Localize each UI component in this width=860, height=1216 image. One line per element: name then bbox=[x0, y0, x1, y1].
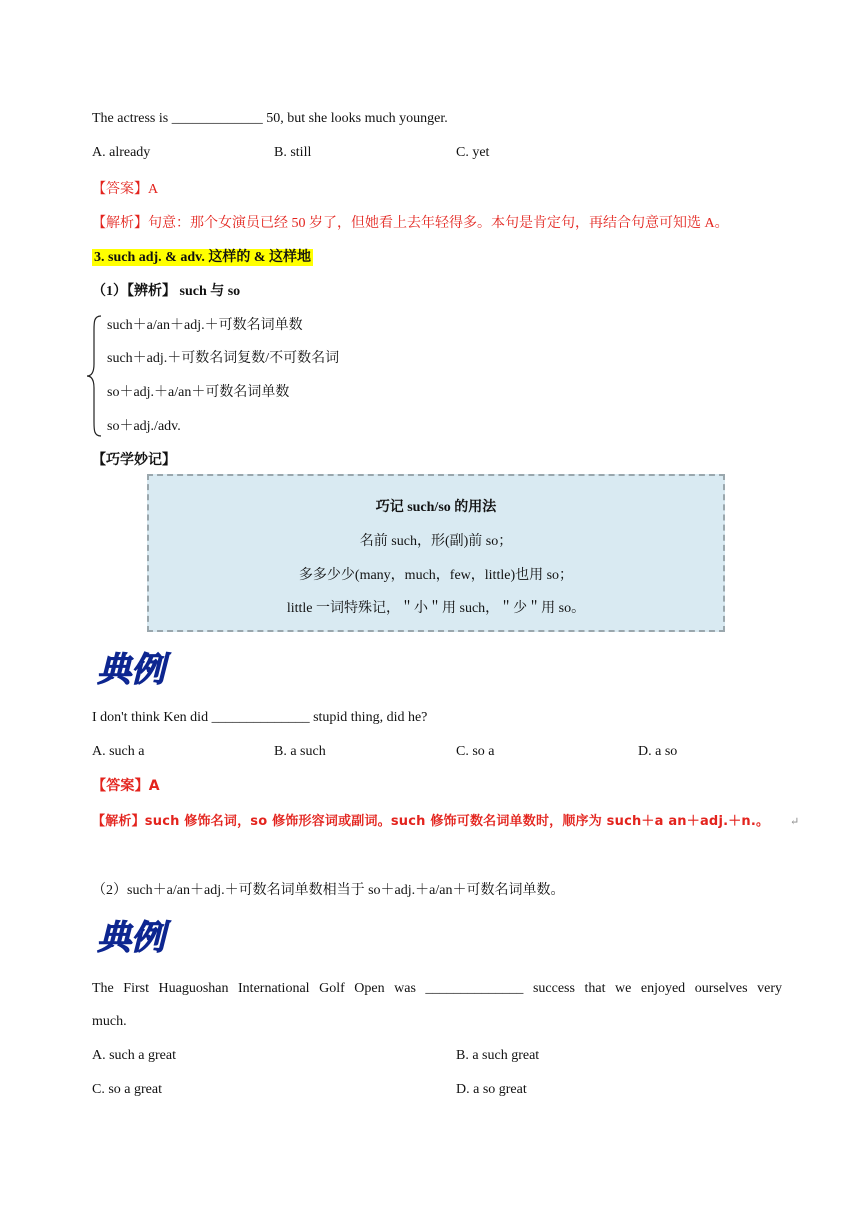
q2-stem: I don't think Ken did ______________ stupid thing, did he? bbox=[92, 710, 428, 725]
q3-option-d: D. a so great bbox=[456, 1082, 527, 1097]
svg-text:典例: 典例 bbox=[97, 650, 165, 690]
memo-line-2: 多多少少(many，much，few，little)也用 so； bbox=[298, 568, 574, 583]
q1-answer: 【答案】A bbox=[92, 182, 159, 197]
rule-2: such＋adj.＋可数名词复数/不可数名词 bbox=[107, 351, 340, 366]
memo-title: 巧记 such/so 的用法 bbox=[375, 500, 497, 515]
section-heading bbox=[92, 246, 313, 266]
q1-option-c: C. yet bbox=[456, 145, 490, 160]
q3-option-c: C. so a great bbox=[92, 1082, 162, 1097]
subsection-1-title: （1）【辨析】 such 与 so bbox=[92, 284, 241, 299]
q1-analysis: 【解析】句意：那个女演员已经 50 岁了，但她看上去年轻得多。本句是肯定句，再结合句意可知选 A。 bbox=[92, 216, 729, 231]
svg-text:典例: 典例 bbox=[97, 918, 165, 958]
example-logo bbox=[93, 911, 177, 961]
memo-label: 【巧学妙记】 bbox=[92, 453, 176, 468]
rule-3: so＋adj.＋a/an＋可数名词单数 bbox=[107, 385, 290, 400]
memo-box bbox=[147, 474, 725, 632]
rule-brace-icon bbox=[84, 314, 104, 443]
q2-answer: 【答案】A bbox=[92, 778, 160, 794]
memo-line-1: 名前 such，形(副)前 so； bbox=[359, 534, 513, 549]
q3-stem-line-1: The First Huaguoshan International Golf Open was ______________ success that we enjoyed ourselves very bbox=[92, 981, 782, 996]
example-logo bbox=[93, 643, 177, 693]
q2-option-c: C. so a bbox=[456, 744, 495, 759]
subsection-2-title: （2）such＋a/an＋adj.＋可数名词单数相当于 so＋adj.＋a/an＋可数名词单数。 bbox=[92, 883, 565, 898]
rule-4: so＋adj./adv. bbox=[107, 419, 181, 434]
q1-stem: The actress is _____________ 50, but she looks much younger. bbox=[92, 111, 448, 126]
q2-option-a: A. such a bbox=[92, 744, 145, 759]
q1-option-a: A. already bbox=[92, 145, 151, 160]
rule-1: such＋a/an＋adj.＋可数名词单数 bbox=[107, 318, 303, 333]
section-heading-text: 3. such adj. & adv. 这样的 & 这样地 bbox=[94, 250, 312, 265]
q3-option-a: A. such a great bbox=[92, 1048, 176, 1063]
paragraph-mark-icon: ↵ bbox=[790, 816, 800, 828]
q1-option-b: B. still bbox=[274, 145, 312, 160]
q3-stem-line-2: much. bbox=[92, 1014, 127, 1029]
q2-analysis: 【解析】such 修饰名词，so 修饰形容词或副词。such 修饰可数名词单数时，顺序为 such＋a an＋adj.＋n.。 bbox=[92, 814, 770, 829]
q3-option-b: B. a such great bbox=[456, 1048, 540, 1063]
q2-option-d: D. a so bbox=[638, 744, 678, 759]
q2-option-b: B. a such bbox=[274, 744, 326, 759]
memo-line-3: little 一词特殊记，＂小＂用 such，＂少＂用 so。 bbox=[286, 601, 586, 616]
